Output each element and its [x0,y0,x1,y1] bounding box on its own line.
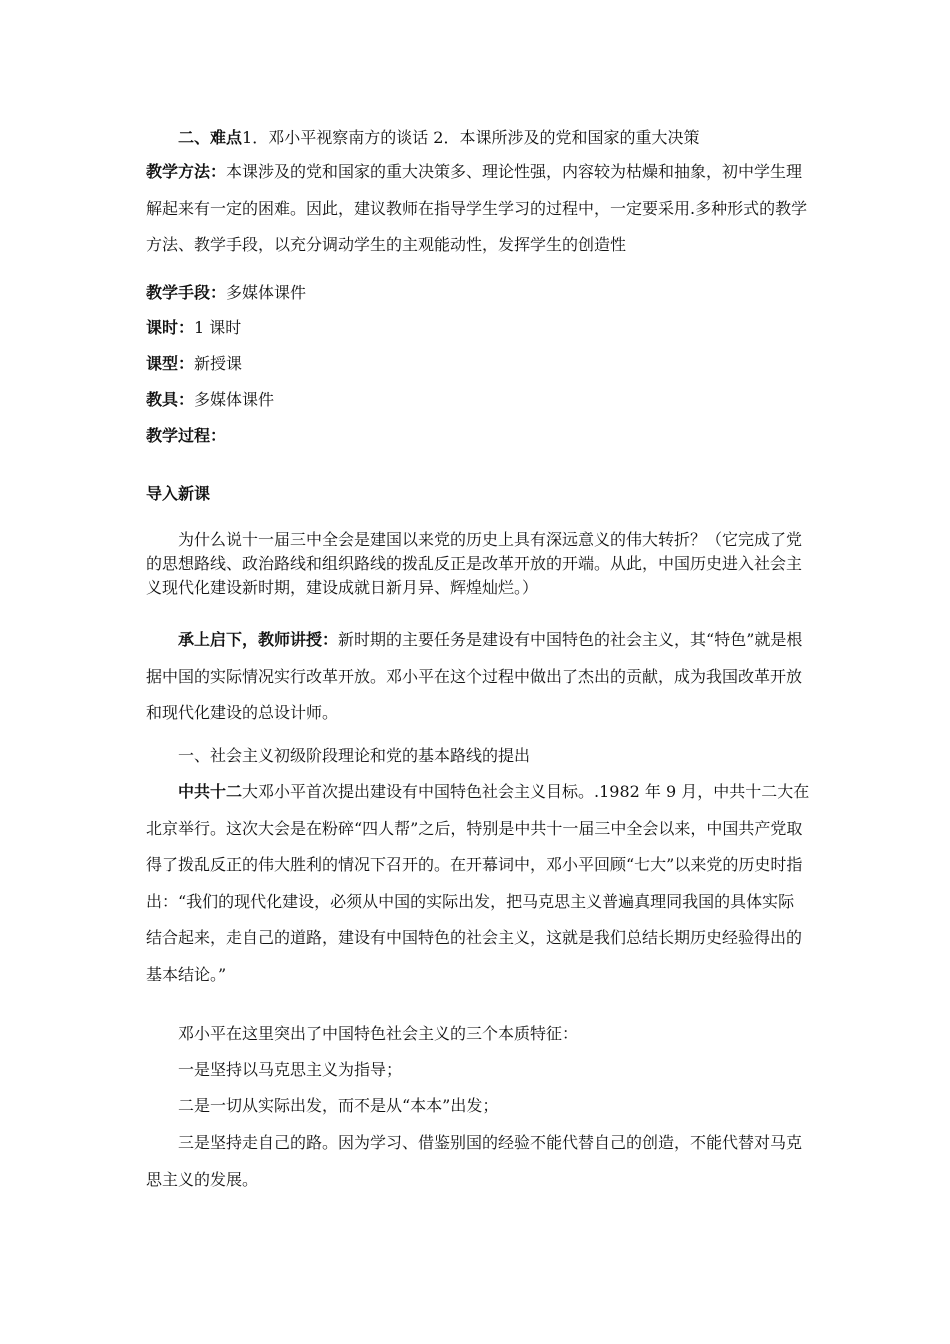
means-label: 教学手段： [146,283,227,302]
method-paragraph [146,154,810,264]
congress-label: 中共十二 [178,782,243,801]
process-label: 教学过程： [146,426,227,445]
tools-line [146,390,810,409]
hours-text: 1 课时 [194,318,242,337]
type-text: 新授课 [194,354,243,373]
feature-item: 三是坚持走自己的路。因为学习、借鉴别国的经验不能代替自己的创造，不能代替对马克思主义的发展。 [146,1133,803,1189]
means-line [146,283,810,302]
lecture-label: 承上启下，教师讲授： [178,630,339,649]
means-text: 多媒体课件 [226,283,307,302]
tools-text: 多媒体课件 [194,390,275,409]
type-line [146,354,810,373]
feature-item: 二是一切从实际出发，而不是从“本本”出发； [178,1096,499,1115]
lecture-paragraph [146,622,810,732]
hours-label: 课时： [146,318,195,337]
tools-label: 教具： [146,390,195,409]
section1-title: 一、社会主义初级阶段理论和党的基本路线的提出 [178,746,531,765]
difficulty-paragraph [146,128,810,147]
hours-line [146,318,810,337]
method-label: 教学方法： [146,162,227,181]
feature-item: 一是坚持以马克思主义为指导； [178,1060,403,1079]
process-line [146,426,810,445]
lecture-text: 新时期的主要任务是建设有中国特色的社会主义，其“特色”就是根据中国的实际情况实行改革开放。邓小平在这个过程中做出了杰出的贡献，成为我国改革开放和现代化建设的总设计师。 [146,630,803,722]
difficulty-label: 二、难点 [178,128,243,147]
congress-paragraph [146,774,810,993]
features-intro: 邓小平在这里突出了中国特色社会主义的三个本质特征： [178,1024,579,1043]
congress-text: 大邓小平首次提出建设有中国特色社会主义目标。.1982 年 9 月，中共十二大在北京举行。这次大会是在粉碎“四人帮”之后，特别是中共十一届三中全会以来，中国共产党取得了拨乱反正的伟大胜利的情况下召开的。在开幕词中，邓小平回顾“七大”以来党的历史时指出：“我们的现代化建设，必须从中国的实际出发，把马克思主义普遍真理同我国的具体实际结合起来，走自己的道路，建设有中国特色的社会主义，这就是我们总结长期历史经验得出的基本结论。” [146,782,810,984]
type-label: 课型： [146,354,195,373]
intro-paragraph: 为什么说十一届三中全会是建国以来党的历史上具有深远意义的伟大转折？（它完成了党的思想路线、政治路线和组织路线的拨乱反正是改革开放的开端。从此，中国历史进入社会主义现代化建设新时期，建设成就日新月异、辉煌灿烂。） [146,530,803,597]
intro-heading: 导入新课 [146,484,211,503]
method-text: 本课涉及的党和国家的重大决策多、理论性强，内容较为枯燥和抽象，初中学生理解起来有一定的困难。因此，建议教师在指导学生学习的过程中，一定要采用.多种形式的教学方法、教学手段，以充分调动学生的主观能动性，发挥学生的创造性 [146,162,808,254]
difficulty-text: 1．邓小平视察南方的谈话 2．本课所涉及的党和国家的重大决策 [242,128,700,147]
